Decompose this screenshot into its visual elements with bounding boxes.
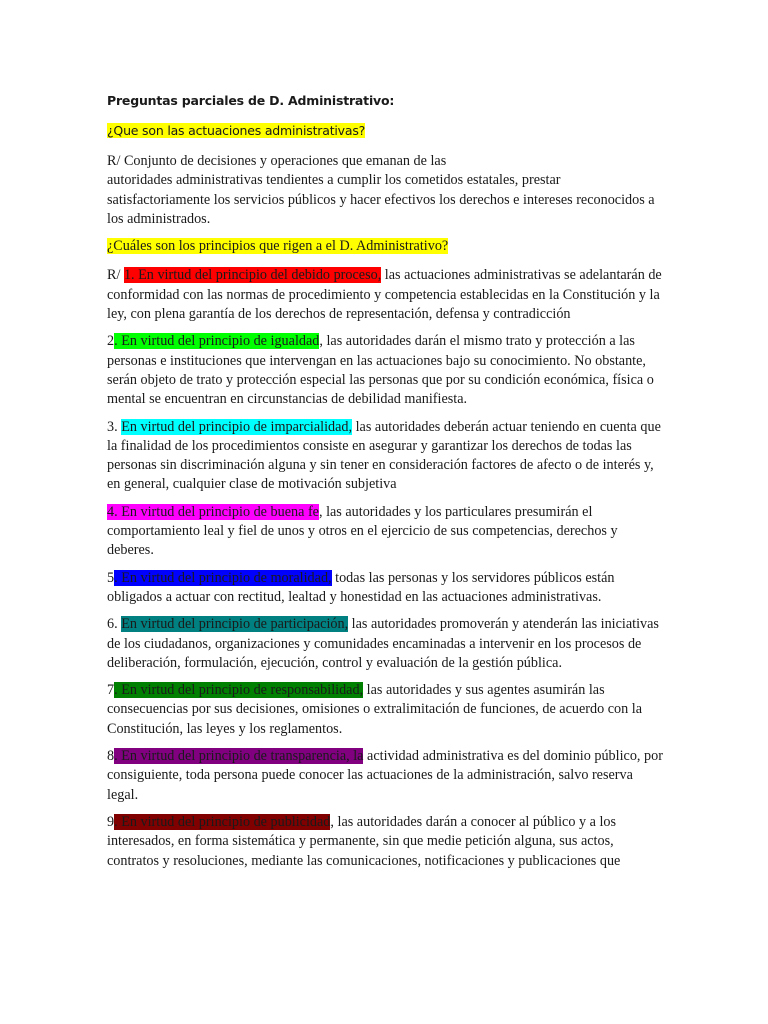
principle-4-text: , las autoridades y los particulares presumirán el comportamiento leal y fiel de unos y otros en el ejercicio de sus competencias, derechos y deberes. xyxy=(107,503,618,559)
principle-9 xyxy=(107,813,667,871)
answer-1 xyxy=(107,152,667,229)
principle-7-prefix: 7 xyxy=(107,682,115,699)
principle-1-highlight: 1. En virtud del principio del debido proceso, xyxy=(123,267,382,284)
principle-6 xyxy=(107,615,667,673)
principle-5-prefix: 5 xyxy=(107,569,115,586)
document-page xyxy=(107,92,667,879)
question-2-highlight: ¿Cuáles son los principios que rigen a el D. Administrativo? xyxy=(107,238,449,255)
principle-6-text: las autoridades promoverán y atenderán las iniciativas de los ciudadanos, organizaciones y comunidades encaminadas a intervenir en los procesos de deliberación, formulación, ejecución, control y evaluación de la gestión pública. xyxy=(107,616,659,671)
principle-8-text: actividad administrativa es del dominio público, por consiguiente, toda persona puede conocer las actuaciones de la administración, salvo reserva legal. xyxy=(107,748,663,803)
principle-2 xyxy=(107,332,667,409)
document-title: Preguntas parciales de D. Administrativo: xyxy=(107,93,395,108)
principle-3-text: las autoridades deberán actuar teniendo en cuenta que la finalidad de los procedimientos consiste en asegurar y garantizar los derechos de todas las personas sin discriminación alguna y sin tener en consideración factores de afecto o de interés y, en general, cualquier clase de motivación subjetiva xyxy=(107,418,661,493)
answer-1-rest: autoridades administrativas tendientes a cumplir los cometidos estatales, prestar satisfactoriamente los servicios públicos y hacer efectivos los derechos e intereses reconocidos a los administrados. xyxy=(107,172,655,227)
principle-5 xyxy=(107,569,667,608)
question-1 xyxy=(107,122,667,140)
principle-6-highlight: En virtud del principio de participación, xyxy=(121,616,349,633)
principle-2-highlight: . En virtud del principio de igualdad xyxy=(114,333,320,350)
principle-1 xyxy=(107,266,667,324)
principle-7 xyxy=(107,681,667,739)
principle-1-text: las actuaciones administrativas se adelantarán de conformidad con las normas de procedimiento y competencia establecidas en la Constitución y la ley, con plena garantía de los derechos de representación, defensa y contradicción xyxy=(107,267,662,323)
principle-2-text: , las autoridades darán el mismo trato y protección a las personas e instituciones que intervengan en las actuaciones bajo su conocimiento. No obstante, serán objeto de trato y protección especial las personas que por su condición económica, física o mental se encuentran en circunstancias de debilidad manifiesta. xyxy=(107,333,654,408)
principle-4-highlight: 4. En virtud del principio de buena fe xyxy=(107,503,319,520)
principle-3-highlight: En virtud del principio de imparcialidad, xyxy=(121,418,353,435)
principle-6-prefix: 6. xyxy=(107,616,122,633)
principle-8-highlight: . En virtud del principio de transparencia, la xyxy=(114,748,364,765)
principle-8-prefix: 8 xyxy=(107,748,115,765)
principle-8 xyxy=(107,747,667,805)
principle-3-prefix: 3. xyxy=(107,418,122,435)
principle-5-text: todas las personas y los servidores públicos están obligados a actuar con rectitud, lealtad y honestidad en las actuaciones administrativas. xyxy=(107,569,615,605)
principle-7-highlight: . En virtud del principio de responsabilidad, xyxy=(114,682,364,699)
principle-2-prefix: 2 xyxy=(107,333,115,350)
principle-9-text: , las autoridades darán a conocer al público y a los interesados, en forma sistemática y permanente, sin que medie petición alguna, sus actos, contratos y resoluciones, mediante las comunicaciones, notificaciones y publicaciones que xyxy=(107,813,621,869)
answer-1-line-1: R/ Conjunto de decisiones y operaciones que emanan de las xyxy=(107,153,447,169)
question-2 xyxy=(107,237,667,256)
principle-5-highlight: . En virtud del principio de moralidad, xyxy=(114,569,332,586)
principle-1-prefix: R/ xyxy=(107,267,124,284)
principle-7-text: las autoridades y sus agentes asumirán las consecuencias por sus decisiones, omisiones o extralimitación de funciones, de acuerdo con la Constitución, las leyes y los reglamentos. xyxy=(107,682,643,737)
principle-4 xyxy=(107,503,667,561)
principle-9-highlight: . En virtud del principio de publicidad xyxy=(114,813,331,830)
question-1-highlight: ¿Que son las actuaciones administrativas? xyxy=(107,123,366,138)
principle-3 xyxy=(107,418,667,495)
principle-9-prefix: 9 xyxy=(107,813,115,830)
